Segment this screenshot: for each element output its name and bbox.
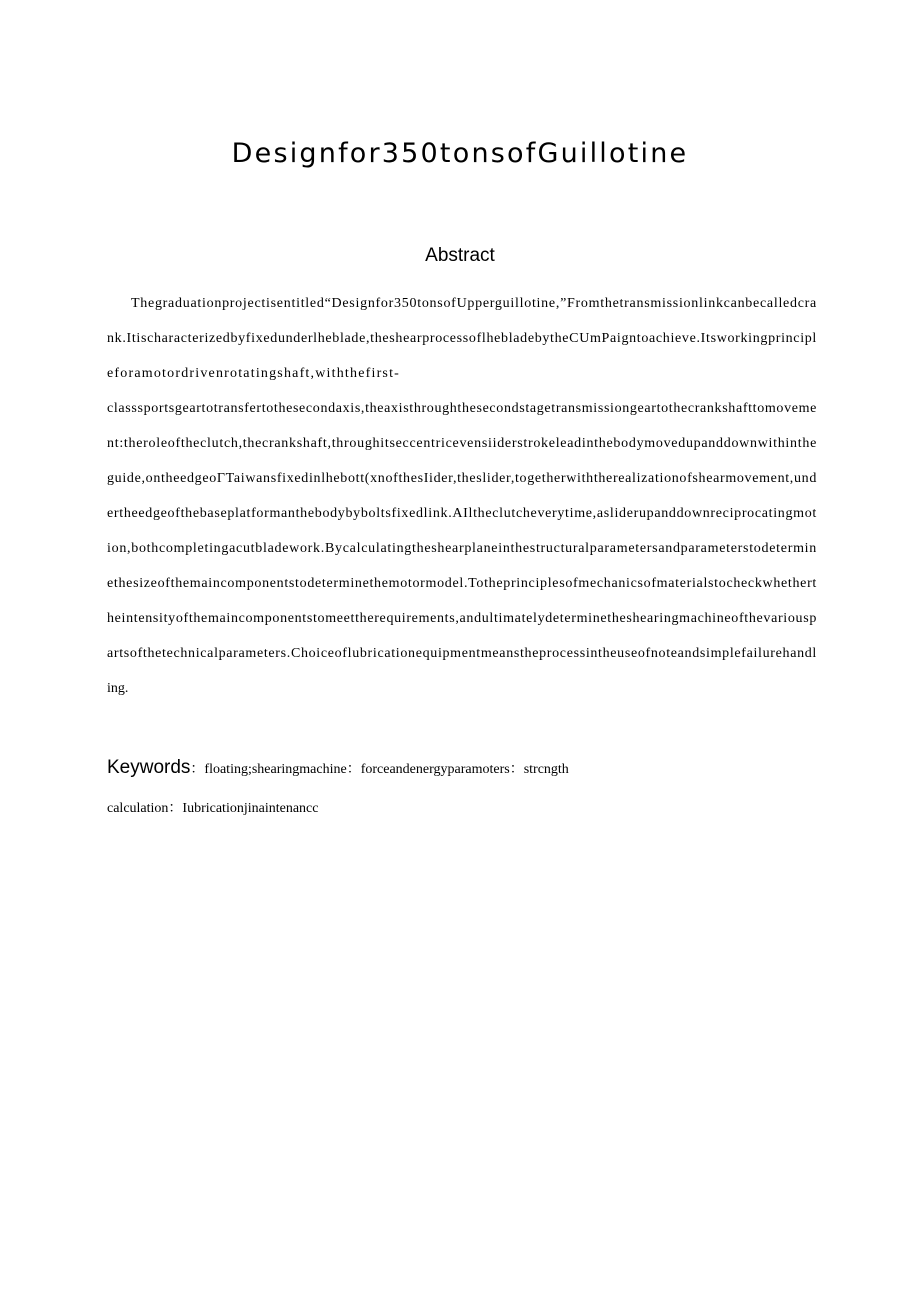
keywords-line-continued: calculation：Iubricationjinaintenancc bbox=[107, 801, 319, 816]
keywords-label: Keywords bbox=[107, 757, 191, 778]
keywords-text: ：floating;shearingmachine：forceandenergyparamoters：strcngth bbox=[190, 762, 569, 777]
keywords-line bbox=[107, 755, 817, 781]
abstract-body bbox=[107, 286, 817, 706]
abstract-line: nt:theroleoftheclutch,thecrankshaft,throughitseccentricevensiiderstrokeleadinthebodymovedupanddownwithinthe bbox=[107, 436, 817, 451]
abstract-line: artsofthetechnicalparameters.Choiceoflubricationequipmentmeanstheprocessintheuseofnoteandsimplefailurehandl bbox=[107, 646, 817, 661]
keywords-block bbox=[107, 755, 817, 822]
abstract-line: ing. bbox=[107, 681, 129, 696]
abstract-line: eforamotordrivenrotatingshaft,withthefirst- bbox=[107, 366, 401, 381]
abstract-line: Thegraduationprojectisentitled“Designfor350tonsofUpperguillotine,”Fromthetransmissionlinkcanbecalledcra bbox=[131, 296, 817, 311]
abstract-heading: Abstract bbox=[425, 245, 495, 266]
abstract-line: heintensityofthemaincomponentstomeettherequirements,andultimatelydeterminetheshearingmachineofthevariousp bbox=[107, 611, 817, 626]
abstract-line: ethesizeofthemaincomponentstodeterminethemotormodel.Totheprinciplesofmechanicsofmaterialstocheckwhethert bbox=[107, 576, 817, 591]
abstract-line: classsportsgeartotransfertothesecondaxis,theaxisthroughthesecondstagetransmissiongeartothecrankshafttomoveme bbox=[107, 401, 817, 416]
abstract-line: ertheedgeofthebaseplatformanthebodybyboltsfixedlink.AIltheclutcheverytime,asliderupanddownreciprocatingmot bbox=[107, 506, 817, 521]
abstract-line: nk.Itischaracterizedbyfixedunderlheblade,theshearprocessoflhebladebytheCUmPaigntoachieve.Itsworkingprincipl bbox=[107, 331, 817, 346]
document-title: Designfor350tonsofGuillotine bbox=[231, 138, 689, 169]
abstract-line: guide,ontheedgeoΓTaiwansfixedinlhebott(xnofthesIider,theslider,togetherwiththerealizationofshearmovement,und bbox=[107, 471, 817, 486]
abstract-line: ion,bothcompletingacutbladework.Bycalculatingtheshearplaneinthestructuralparametersandparameterstodetermin bbox=[107, 541, 817, 556]
